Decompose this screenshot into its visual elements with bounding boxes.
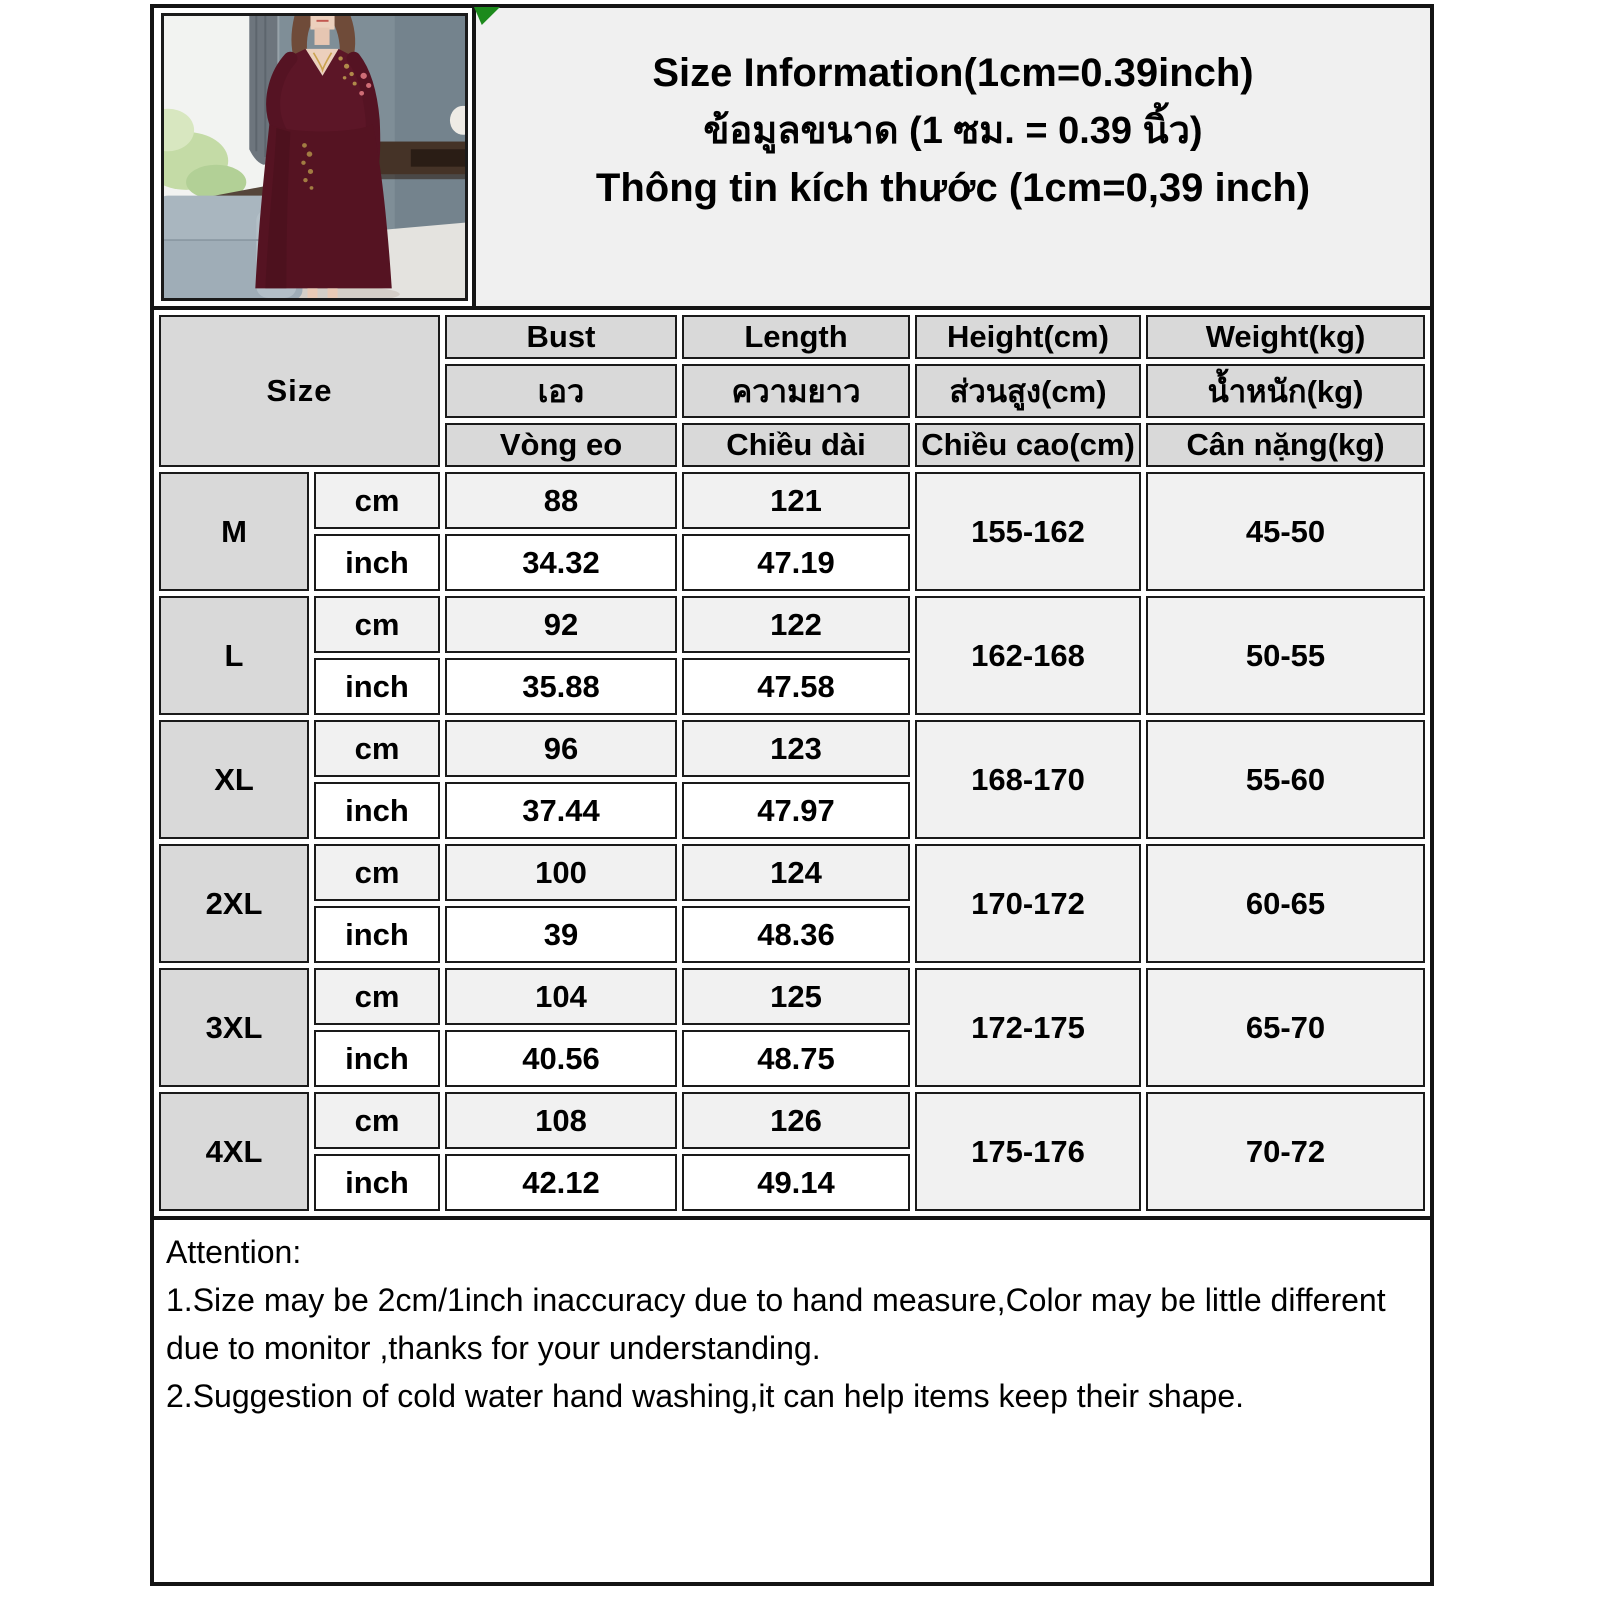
table-row [159,1092,1425,1149]
unit-cm: cm [314,720,440,777]
bust-inch-value: 40.56 [445,1030,677,1087]
height-range: 155-162 [915,472,1141,591]
col-bust-en: Bust [445,315,677,359]
length-cm-value: 123 [682,720,910,777]
size-label: L [159,596,309,715]
height-range: 170-172 [915,844,1141,963]
col-height-th: ส่วนสูง(cm) [915,364,1141,418]
length-inch-value: 47.19 [682,534,910,591]
col-length-vi: Chiều dài [682,423,910,467]
bust-cm-value: 100 [445,844,677,901]
unit-cm: cm [314,472,440,529]
title-thai: ข้อมูลขนาด (1 ซม. = 0.39 นิ้ว) [703,109,1203,152]
weight-range: 70-72 [1146,1092,1425,1211]
product-photo-cell [154,8,472,306]
length-inch-value: 49.14 [682,1154,910,1211]
unit-inch: inch [314,1030,440,1087]
col-weight-th: น้ำหนัก(kg) [1146,364,1425,418]
unit-inch: inch [314,658,440,715]
size-label: M [159,472,309,591]
table-row [159,844,1425,901]
title-panel [472,8,1430,306]
col-height-vi: Chiều cao(cm) [915,423,1141,467]
bust-inch-value: 37.44 [445,782,677,839]
weight-range: 60-65 [1146,844,1425,963]
length-cm-value: 124 [682,844,910,901]
title-english: Size Information(1cm=0.39inch) [652,50,1254,95]
green-corner-marker-icon [474,7,500,25]
top-section [154,8,1430,310]
col-height-en: Height(cm) [915,315,1141,359]
unit-inch: inch [314,1154,440,1211]
table-row [159,720,1425,777]
header-row-en [159,315,1425,359]
product-photo-illustration [164,16,465,298]
size-label: XL [159,720,309,839]
unit-inch: inch [314,906,440,963]
size-label: 2XL [159,844,309,963]
size-label: 4XL [159,1092,309,1211]
unit-inch: inch [314,782,440,839]
bust-inch-value: 35.88 [445,658,677,715]
col-bust-th: เอว [445,364,677,418]
title-vietnamese: Thông tin kích thước (1cm=0,39 inch) [595,166,1311,211]
size-table [154,310,1430,1216]
table-section [154,310,1430,1216]
bust-cm-value: 88 [445,472,677,529]
unit-cm: cm [314,1092,440,1149]
attention-note-1: 1.Size may be 2cm/1inch inaccuracy due to hand measure,Color may be little different due to monitor ,thanks for your understanding. [166,1282,1386,1366]
size-label: 3XL [159,968,309,1087]
bust-inch-value: 34.32 [445,534,677,591]
attention-heading: Attention: [166,1234,302,1270]
product-photo [161,13,468,301]
weight-range: 50-55 [1146,596,1425,715]
length-inch-value: 48.75 [682,1030,910,1087]
weight-range: 45-50 [1146,472,1425,591]
height-range: 162-168 [915,596,1141,715]
bust-cm-value: 92 [445,596,677,653]
unit-cm: cm [314,968,440,1025]
attention-section [154,1216,1430,1582]
bust-inch-value: 39 [445,906,677,963]
table-row [159,596,1425,653]
table-row [159,472,1425,529]
height-range: 168-170 [915,720,1141,839]
unit-cm: cm [314,596,440,653]
attention-note-2: 2.Suggestion of cold water hand washing,it can help items keep their shape. [166,1378,1244,1414]
col-length-th: ความยาว [682,364,910,418]
bust-inch-value: 42.12 [445,1154,677,1211]
table-row [159,968,1425,1025]
height-range: 172-175 [915,968,1141,1087]
weight-range: 55-60 [1146,720,1425,839]
weight-range: 65-70 [1146,968,1425,1087]
col-weight-vi: Cân nặng(kg) [1146,423,1425,467]
bust-cm-value: 108 [445,1092,677,1149]
unit-cm: cm [314,844,440,901]
col-length-en: Length [682,315,910,359]
length-cm-value: 121 [682,472,910,529]
length-inch-value: 48.36 [682,906,910,963]
unit-inch: inch [314,534,440,591]
col-bust-vi: Vòng eo [445,423,677,467]
height-range: 175-176 [915,1092,1141,1211]
bust-cm-value: 104 [445,968,677,1025]
size-chart-panel [150,4,1434,1586]
length-cm-value: 126 [682,1092,910,1149]
size-header-cell: Size [159,315,440,467]
length-cm-value: 125 [682,968,910,1025]
col-weight-en: Weight(kg) [1146,315,1425,359]
length-cm-value: 122 [682,596,910,653]
bust-cm-value: 96 [445,720,677,777]
length-inch-value: 47.97 [682,782,910,839]
length-inch-value: 47.58 [682,658,910,715]
